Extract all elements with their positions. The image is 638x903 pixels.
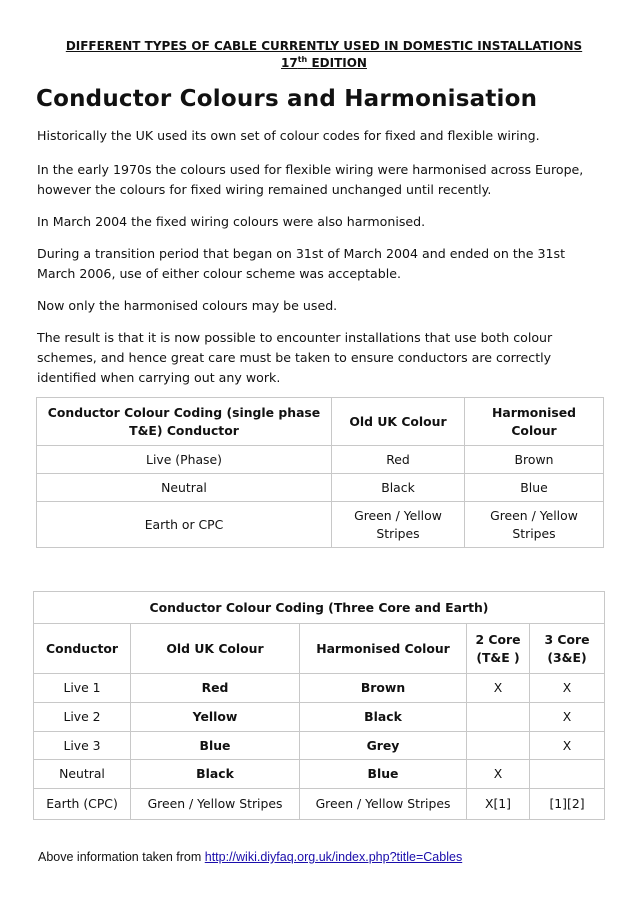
table-header-row [37,398,604,446]
header-harmonised-colour: Harmonised Colour [300,624,467,674]
paragraph-3: In March 2004 the fixed wiring colours were also harmonised. [37,214,426,229]
source-link[interactable]: http://wiki.diyfaq.org.uk/index.php?title=Cables [204,850,463,864]
table-row [34,703,605,732]
table-cell: Live 1 [34,674,131,703]
header-conductor: Conductor [34,624,131,674]
footer-text: Above information taken from [38,850,205,864]
header-edition [40,55,608,72]
header-harmonised-colour: Harmonised Colour [465,398,604,446]
table-cell: [1][2] [530,789,605,820]
table-cell: Black [300,703,467,732]
table-row [34,789,605,820]
table-cell: Red [131,674,300,703]
table-cell: X[1] [467,789,530,820]
source-footer [38,850,462,864]
table-cell: Neutral [34,760,131,789]
header-3-core: 3 Core (3&E) [530,624,605,674]
table-cell: X [530,732,605,760]
table-cell: Blue [300,760,467,789]
header-2-core: 2 Core (T&E ) [467,624,530,674]
table-row [34,760,605,789]
table-cell: X [530,674,605,703]
table-cell: X [530,703,605,732]
table-cell: Blue [131,732,300,760]
table-cell: Brown [300,674,467,703]
table-row [34,732,605,760]
paragraph-5: Now only the harmonised colours may be used. [37,298,338,313]
table-cell: Earth or CPC [37,502,332,548]
table-cell: Red [332,446,465,474]
table-cell [467,732,530,760]
table-cell: Blue [465,474,604,502]
table-row [34,674,605,703]
edition-word: EDITION [307,56,367,70]
paragraph-6: The result is that it is now possible to encounter installations that use both colour schemes, and hence great care must be taken to ensure conductors are correctly identified when carrying out any work. [37,330,553,385]
page-title: Conductor Colours and Harmonisation [36,86,538,112]
table-row [37,446,604,474]
header-old-uk-colour: Old UK Colour [332,398,465,446]
table-cell: X [467,674,530,703]
table-cell: Green / Yellow Stripes [332,502,465,548]
paragraph-2: In the early 1970s the colours used for flexible wiring were harmonised across Europe, however the colours for fixed wiring remained unchanged until recently. [37,162,584,197]
table-cell: Green / Yellow Stripes [465,502,604,548]
table-row [37,474,604,502]
table-caption-row [34,592,605,624]
header-conductor: Conductor Colour Coding (single phase T&E) Conductor [37,398,332,446]
table-cell: Live 3 [34,732,131,760]
table-cell: Live 2 [34,703,131,732]
table-cell: Green / Yellow Stripes [131,789,300,820]
table-header-row [34,624,605,674]
document-header [40,38,608,72]
table-cell [467,703,530,732]
paragraph-4: During a transition period that began on 31st of March 2004 and ended on the 31st March 2006, use of either colour scheme was acceptable. [37,246,566,281]
header-line-1: DIFFERENT TYPES OF CABLE CURRENTLY USED IN DOMESTIC INSTALLATIONS [65,39,583,53]
table-cell [530,760,605,789]
table-cell: Black [131,760,300,789]
table-caption: Conductor Colour Coding (Three Core and Earth) [34,592,605,624]
header-old-uk-colour: Old UK Colour [131,624,300,674]
edition-superscript: th [297,55,308,64]
table-cell: Brown [465,446,604,474]
three-core-colour-table [33,591,605,820]
single-phase-colour-table [36,397,604,548]
table-cell: Live (Phase) [37,446,332,474]
table-cell: Yellow [131,703,300,732]
table-cell: Neutral [37,474,332,502]
table-cell: Grey [300,732,467,760]
table-row [37,502,604,548]
paragraph-1: Historically the UK used its own set of colour codes for fixed and flexible wiring. [37,128,540,143]
edition-number: 17 [281,56,298,70]
table-cell: X [467,760,530,789]
table-cell: Earth (CPC) [34,789,131,820]
table-cell: Black [332,474,465,502]
table-cell: Green / Yellow Stripes [300,789,467,820]
